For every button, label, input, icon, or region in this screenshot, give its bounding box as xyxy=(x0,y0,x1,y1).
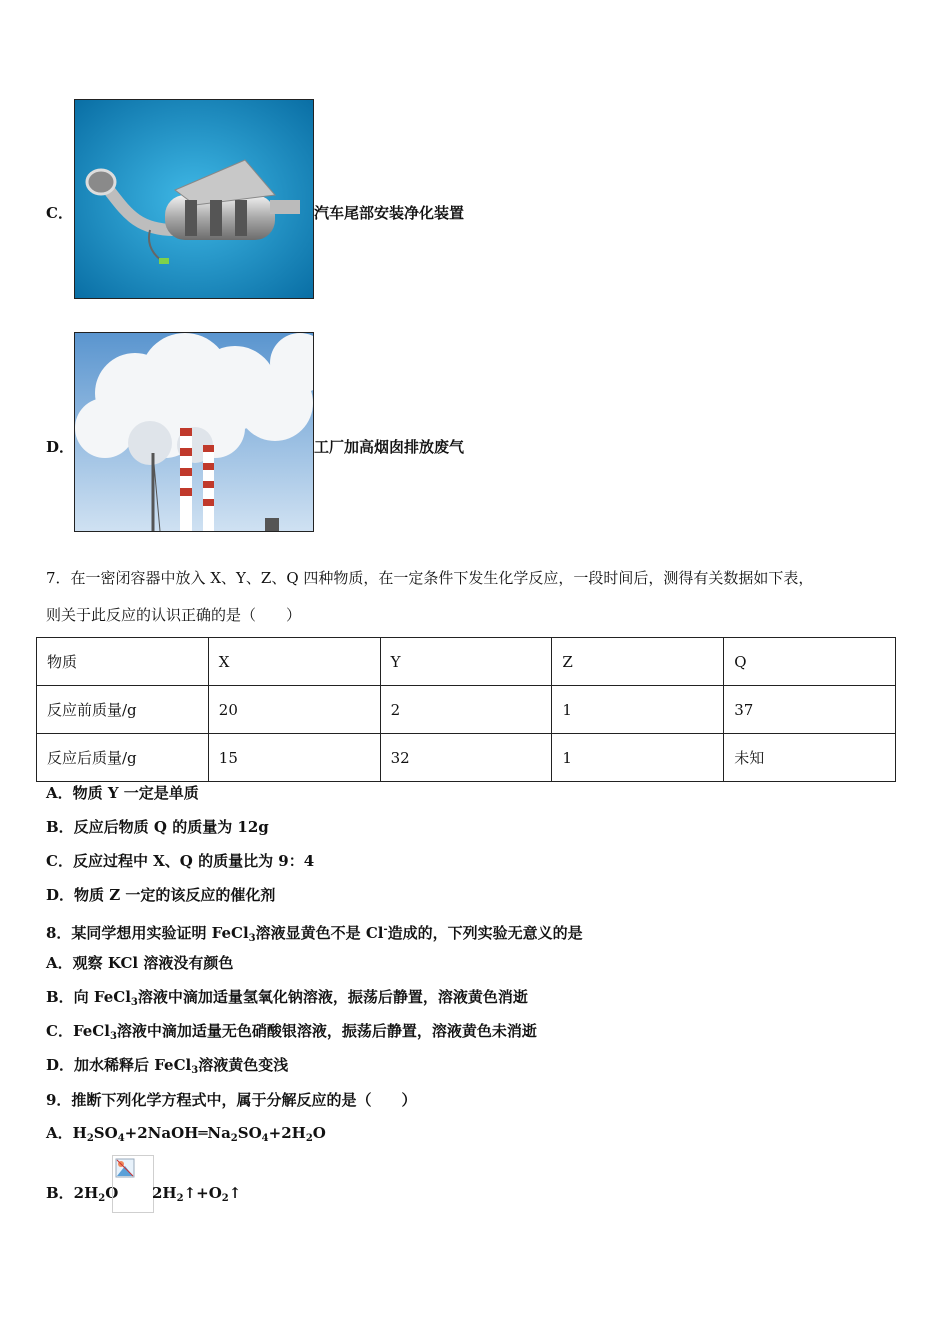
formula-part: 2H xyxy=(152,1184,177,1202)
subscript: 3 xyxy=(130,997,138,1008)
q8-option-d xyxy=(46,1056,288,1080)
q7-option-b: B．反应后物质 Q 的质量为 12g xyxy=(46,818,269,836)
table-cell: 32 xyxy=(380,734,552,782)
q8-option-c-pre: C．FeCl xyxy=(46,1022,110,1040)
table-cell: 反应前质量/g xyxy=(37,686,209,734)
formula-part: O xyxy=(105,1184,119,1202)
q8-option-b-pre: B．向 FeCl xyxy=(46,988,131,1006)
table-cell: 1 xyxy=(552,734,724,782)
table-cell: 未知 xyxy=(724,734,896,782)
subscript: 3 xyxy=(109,1031,117,1042)
option-d-caption: 工厂加高烟囱排放废气 xyxy=(314,438,465,456)
table-header-row xyxy=(37,638,896,686)
formula-part: SO xyxy=(93,1124,118,1142)
table-header-cell: Y xyxy=(380,638,552,686)
table-cell: 20 xyxy=(208,686,380,734)
q9-option-a xyxy=(46,1124,326,1148)
broken-image-icon xyxy=(112,1155,154,1213)
subscript: 2 xyxy=(98,1193,106,1204)
subscript: 4 xyxy=(117,1133,125,1144)
q8-option-c-post: 溶液中滴加适量无色硝酸银溶液，振荡后静置，溶液黄色未消逝 xyxy=(116,1022,537,1040)
subscript: 2 xyxy=(230,1133,238,1144)
q7-data-table xyxy=(36,637,896,782)
subscript: 3 xyxy=(248,933,256,944)
table-row xyxy=(37,734,896,782)
superscript: - xyxy=(383,924,388,935)
option-c-caption: 汽车尾部安装净化装置 xyxy=(314,204,465,222)
table-cell: 反应后质量/g xyxy=(37,734,209,782)
table-cell: 1 xyxy=(552,686,724,734)
table-cell: 37 xyxy=(724,686,896,734)
factory-chimney-image xyxy=(74,332,314,532)
subscript: 2 xyxy=(176,1193,184,1204)
formula-part: +2NaOH═Na xyxy=(124,1124,231,1142)
q8-option-b xyxy=(46,988,528,1012)
q8-option-d-post: 溶液黄色变浅 xyxy=(198,1056,289,1074)
q8-stem xyxy=(46,920,583,948)
table-cell: 2 xyxy=(380,686,552,734)
formula-part: O xyxy=(312,1124,326,1142)
q9-stem: 9．推断下列化学方程式中，属于分解反应的是（ ） xyxy=(46,1091,417,1109)
option-c-label: C． xyxy=(46,204,73,222)
subscript: 2 xyxy=(221,1193,229,1204)
table-cell: 15 xyxy=(208,734,380,782)
q8-option-c xyxy=(46,1022,537,1046)
option-d-label: D． xyxy=(46,438,75,456)
table-row xyxy=(37,686,896,734)
formula-part: A．H xyxy=(46,1124,87,1142)
q7-option-a: A．物质 Y 一定是单质 xyxy=(46,784,199,802)
formula-part: SO xyxy=(237,1124,262,1142)
q9-option-b-left xyxy=(46,1184,118,1208)
q8-option-b-post: 溶液中滴加适量氢氧化钠溶液，振荡后静置，溶液黄色消逝 xyxy=(137,988,528,1006)
q7-option-d: D．物质 Z 一定的该反应的催化剂 xyxy=(46,886,276,904)
formula-part: ↑+O xyxy=(183,1184,222,1202)
subscript: 2 xyxy=(86,1133,94,1144)
q8-stem-mid: 溶液显黄色不是 Cl xyxy=(255,924,384,942)
table-header-cell: Q xyxy=(724,638,896,686)
q7-stem-line1: 7．在一密闭容器中放入 X、Y、Z、Q 四种物质，在一定条件下发生化学反应，一段时间后，测得有关数据如下表， xyxy=(46,569,814,587)
table-header-cell: 物质 xyxy=(37,638,209,686)
formula-part: B．2H xyxy=(46,1184,99,1202)
table-header-cell: X xyxy=(208,638,380,686)
q9-option-b-right xyxy=(152,1184,241,1208)
catalytic-converter-image xyxy=(74,99,314,299)
subscript: 3 xyxy=(191,1065,199,1076)
formula-part: ↑ xyxy=(228,1184,242,1202)
q8-stem-pre: 8．某同学想用实验证明 FeCl xyxy=(46,924,249,942)
subscript: 4 xyxy=(261,1133,269,1144)
q8-stem-post: 造成的，下列实验无意义的是 xyxy=(387,924,583,942)
q7-stem-line2: 则关于此反应的认识正确的是（ ） xyxy=(46,606,302,624)
q8-option-a: A．观察 KCl 溶液没有颜色 xyxy=(46,954,234,972)
q7-option-c: C．反应过程中 X、Q 的质量比为 9：4 xyxy=(46,852,315,870)
q8-option-d-pre: D．加水稀释后 FeCl xyxy=(46,1056,192,1074)
table-header-cell: Z xyxy=(552,638,724,686)
formula-part: +2H xyxy=(268,1124,306,1142)
subscript: 2 xyxy=(305,1133,313,1144)
